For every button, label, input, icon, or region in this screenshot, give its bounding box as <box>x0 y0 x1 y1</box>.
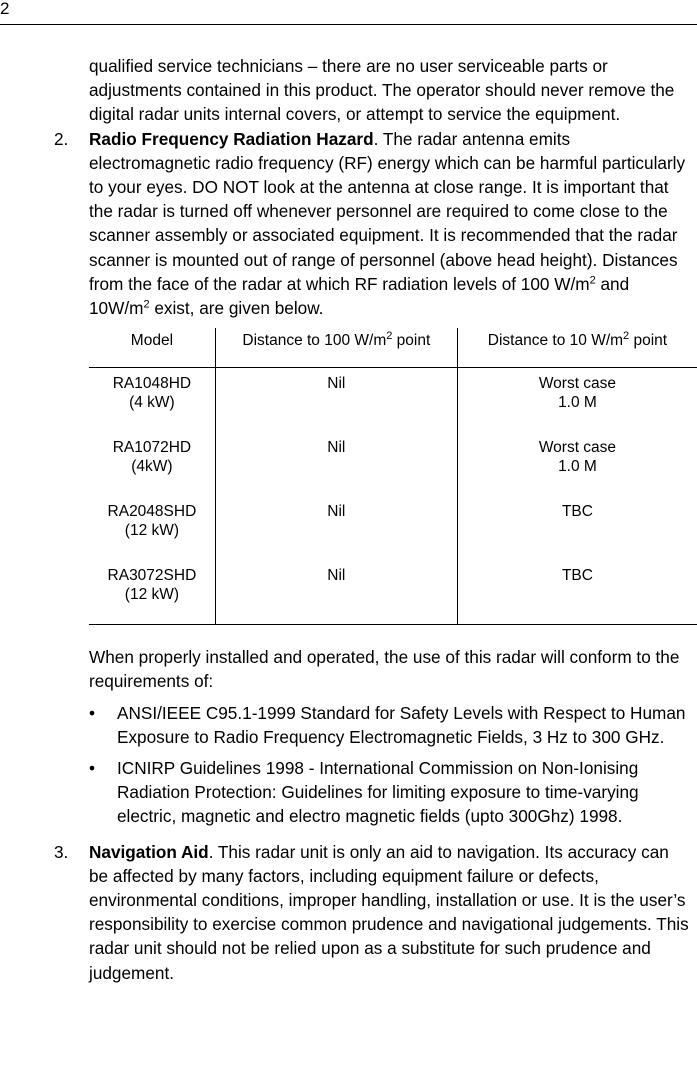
cell-distance-10: Worst case 1.0 M <box>457 432 697 496</box>
page-number: 2 <box>0 0 10 18</box>
table-row <box>89 368 697 433</box>
page-content <box>0 54 697 985</box>
header-distance-100: Distance to 100 $W/m^2$ point <box>215 328 457 368</box>
cell-model: RA1072HD (4kW) <box>112 439 192 476</box>
header-rule <box>0 24 697 25</box>
cell-distance-100: Nil <box>215 560 457 625</box>
item-number: 2. <box>54 128 69 149</box>
table-header-row <box>89 328 697 368</box>
bullet-icon: • <box>89 702 96 723</box>
item-body: . This radar unit is only an aid to navigation. Its accuracy can be affected by many factors, including equipment failure or defects, environmental conditions, improper handling, installation or use. It is the user’s responsibility to exercise common prudence and navigational judgements. This radar unit should not be relied upon as a substitute for such prudence and judgement. <box>89 841 689 983</box>
cell-distance-100: Nil <box>215 432 457 496</box>
bullet-item <box>0 756 697 829</box>
cell-distance-10: TBC <box>457 496 697 560</box>
item-navigation-aid <box>0 840 697 985</box>
item-rf-hazard-text <box>89 127 691 321</box>
cell-distance-10: TBC <box>457 560 697 625</box>
table-row <box>89 560 697 625</box>
header-model: Model <box>89 328 215 368</box>
item-title: Navigation Aid <box>89 841 209 862</box>
bullet-text: ANSI/IEEE C95.1-1999 Standard for Safety Levels with Respect to Human Exposure to Radio Frequency Electromagnetic Fields, 3 Hz to 300 GHz. <box>117 702 686 747</box>
cell-model: RA2048SHD (12 kW) <box>107 503 197 540</box>
item-navigation-aid-text <box>89 840 691 985</box>
cell-model: RA3072SHD (12 kW) <box>89 560 215 625</box>
cell-distance-10: Worst case 1.0 M <box>457 368 697 433</box>
bullet-icon: • <box>89 758 96 779</box>
table-row <box>89 496 697 560</box>
header-distance-10: Distance to 10 $W/m^2$ point <box>457 328 697 368</box>
bullet-item <box>0 701 697 749</box>
item-title: Radio Frequency Radiation Hazard <box>89 128 374 149</box>
superscript: 2 <box>143 298 150 311</box>
item-body: . The radar antenna emits electromagnetic radio frequency (RF) energy which can be harmful particularly to your eyes. DO NOT look at the antenna at close range. It is important that the radar is turned off whenever personnel are required to come close to the scanner assembly or associated equipment. It is recommended that the radar scanner is mounted out of range of personnel (above head height). Distances from the face of the radar at which RF radiation levels of 100 W/m <box>89 128 686 294</box>
cell-distance-100: Nil <box>215 368 457 433</box>
item-rf-hazard <box>0 127 697 321</box>
intro-continuation: qualified service technicians – there are no user serviceable parts or adjustments contained in this product. The operator should never remove the digital radar units internal covers, or attempt to service the equipment. <box>89 56 675 125</box>
item-body: and 10W/m <box>89 273 630 319</box>
cell-distance-100: Nil <box>215 496 457 560</box>
cell-model: RA1048HD (4 kW) <box>112 375 192 412</box>
item-number: 3. <box>54 841 69 862</box>
conformance-intro: When properly installed and operated, the use of this radar will conform to the requirements of: <box>89 647 680 692</box>
bullet-text: ICNIRP Guidelines 1998 - International Commission on Non-Ionising Radiation Protection: Guidelines for limiting exposure to time-varying electric, magnetic and electro magnetic fields (upto 300Ghz) 1998. <box>117 758 639 827</box>
table-row <box>89 432 697 496</box>
superscript: 2 <box>589 274 596 287</box>
rf-distance-table <box>89 328 697 625</box>
item-body: exist, are given below. <box>149 298 324 319</box>
